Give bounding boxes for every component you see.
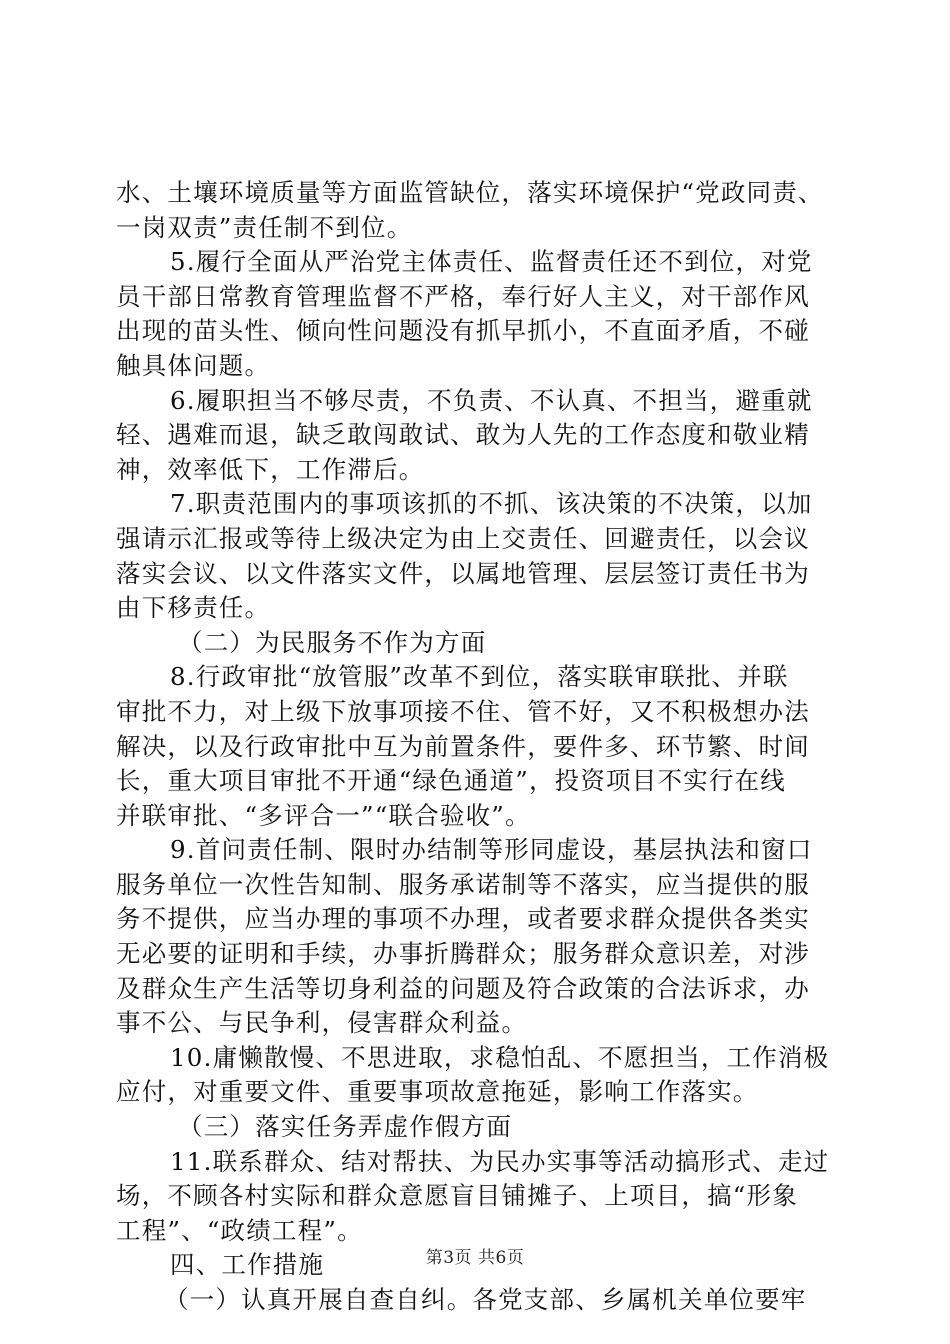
text-line: 强请示汇报或等待上级决定为由上交责任、回避责任，以会议 — [116, 523, 810, 553]
text-line: 触具体问题。 — [116, 350, 271, 380]
text-line: （二）为民服务不作为方面 — [178, 627, 487, 657]
text-line: 四、工作措施 — [170, 1250, 325, 1280]
text-line: 事不公、与民争利，侵害群众利益。 — [116, 1008, 528, 1038]
text-line: （三）落实任务弄虚作假方面 — [178, 1112, 513, 1142]
text-line: 落实会议、以文件落实文件，以属地管理、层层签订责任书为 — [116, 558, 810, 588]
page-footer: 第3页 共6页 — [425, 1248, 525, 1268]
text-line: 8.行政审批“放管服”改革不到位，落实联审联批、并联 — [170, 662, 789, 692]
text-line: 场，不顾各村实际和群众意愿盲目铺摊子、上项目，搞“形象 — [116, 1181, 798, 1211]
document-body — [116, 176, 834, 1318]
text-line: 10.庸懒散慢、不思进取，求稳怕乱、不愿担当，工作消极 — [170, 1042, 830, 1072]
text-line: （一）认真开展自查自纠。各党支部、乡属机关单位要牢 — [164, 1285, 807, 1314]
text-line: 水、土壤环境质量等方面监管缺位，落实环境保护“党政同责、 — [116, 178, 824, 207]
text-line: 长，重大项目审批不开通“绿色通道”，投资项目不实行在线 — [116, 766, 786, 796]
text-line: 6.履职担当不够尽责，不负责、不认真、不担当，避重就 — [170, 385, 813, 415]
text-line: 由下移责任。 — [116, 593, 271, 623]
text-line: 9.首问责任制、限时办结制等形同虚设，基层执法和窗口 — [170, 835, 813, 865]
text-line: 出现的苗头性、倾向性问题没有抓早抓小，不直面矛盾，不碰 — [116, 316, 810, 346]
text-line: 并联审批、“多评合一”“联合验收”。 — [116, 800, 531, 830]
text-line: 应付，对重要文件、重要事项故意拖延，影响工作落实。 — [116, 1077, 759, 1107]
text-line: 员干部日常教育管理监督不严格，奉行好人主义，对干部作风 — [116, 281, 810, 311]
text-line: 工程”、“政绩工程”。 — [116, 1215, 363, 1245]
text-line: 一岗双责”责任制不到位。 — [116, 212, 413, 242]
text-line: 5.履行全面从严治党主体责任、监督责任还不到位，对党 — [170, 247, 813, 277]
text-line: 服务单位一次性告知制、服务承诺制等不落实，应当提供的服 — [116, 869, 810, 899]
text-line: 务不提供，应当办理的事项不办理，或者要求群众提供各类实 — [116, 904, 810, 934]
text-line: 解决，以及行政审批中互为前置条件，要件多、环节繁、时间 — [116, 731, 810, 761]
text-line: 轻、遇难而退，缺乏敢闯敢试、敢为人先的工作态度和敬业精 — [116, 420, 810, 450]
text-line: 审批不力，对上级下放事项接不住、管不好，又不积极想办法 — [116, 696, 810, 726]
text-line: 11.联系群众、结对帮扶、为民办实事等活动搞形式、走过 — [170, 1146, 830, 1176]
text-line: 神，效率低下，工作滞后。 — [116, 454, 425, 484]
text-line: 及群众生产生活等切身利益的问题及符合政策的合法诉求，办 — [116, 973, 810, 1003]
text-line: 无必要的证明和手续，办事折腾群众；服务群众意识差，对涉 — [116, 939, 810, 969]
text-line: 7.职责范围内的事项该抓的不抓、该决策的不决策，以加 — [170, 489, 813, 519]
